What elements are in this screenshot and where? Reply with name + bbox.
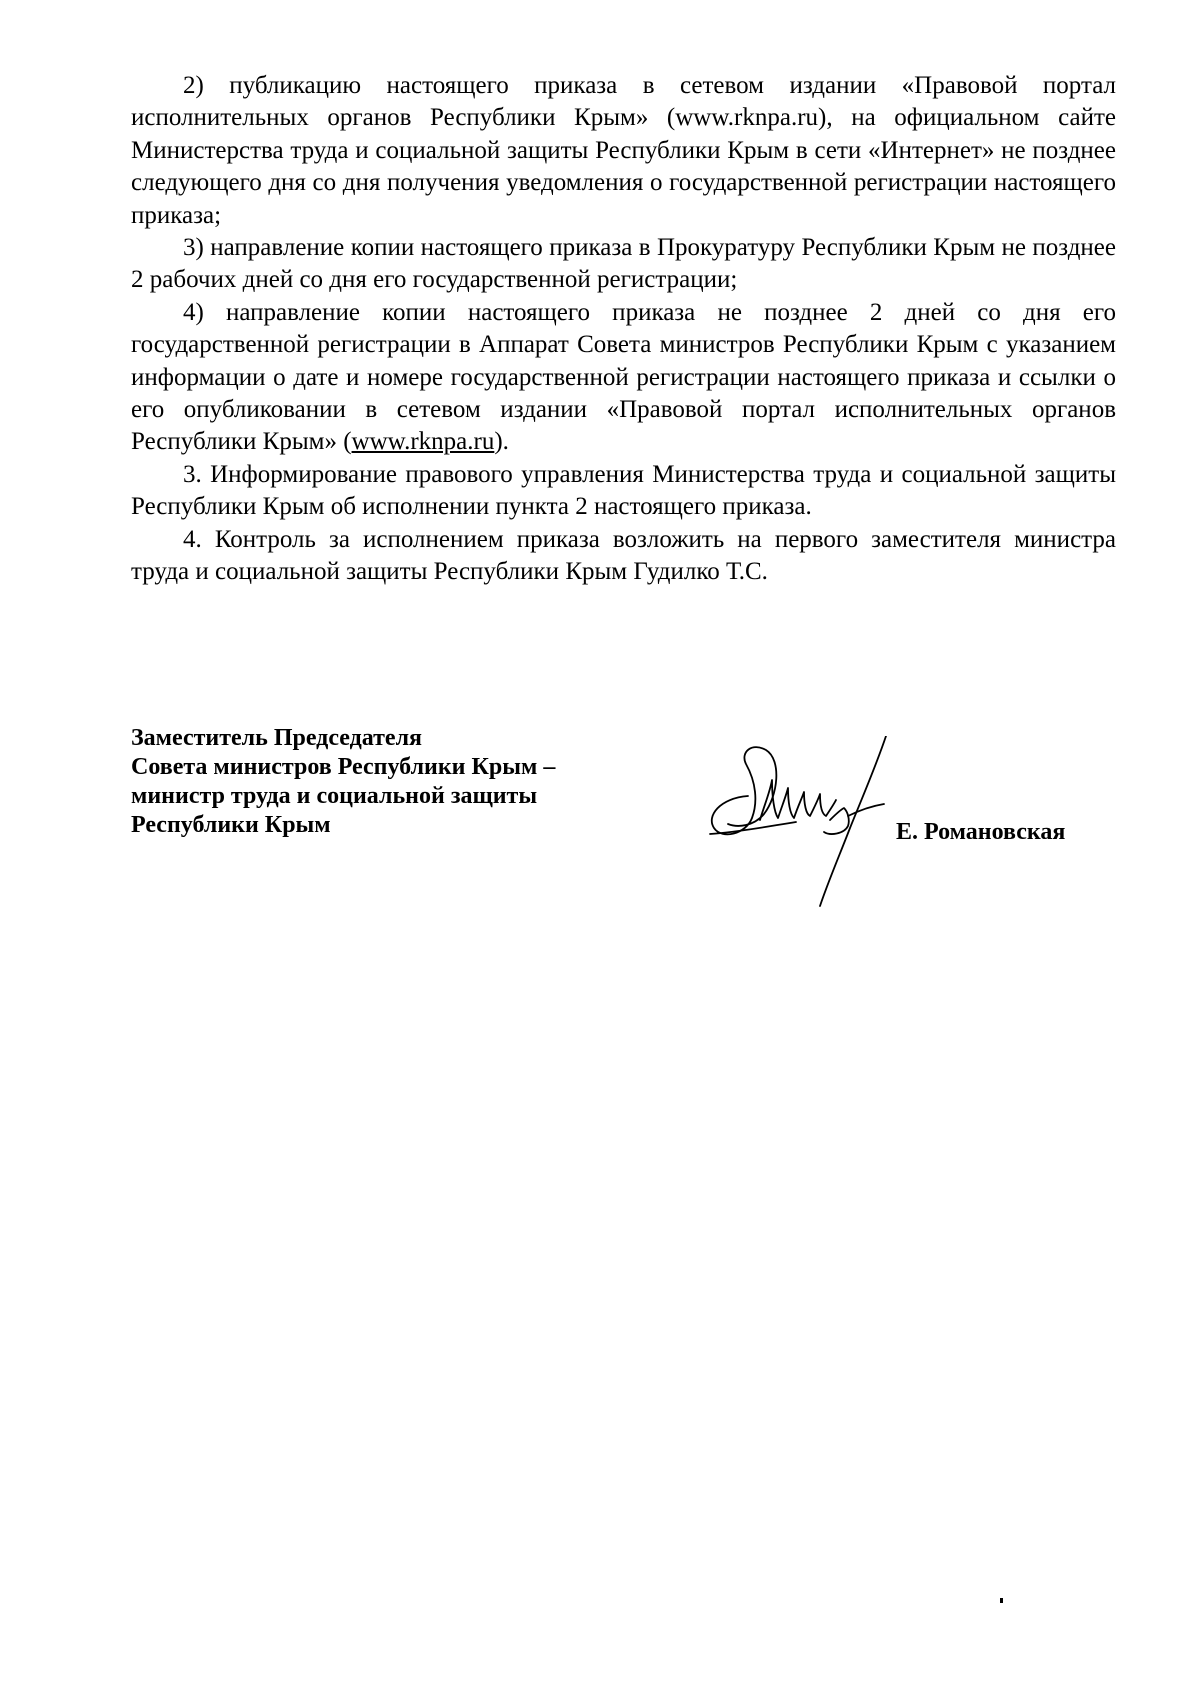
- rknpa-link[interactable]: www.rknpa.ru: [351, 428, 495, 456]
- paragraph-informing: [131, 459, 1116, 524]
- paragraph-text: 3. Информирование правового управления Министерства труда и социальной защиты Республики Крым об исполнении пункта 2 настоящего приказа.: [131, 460, 1116, 521]
- scan-speck: [1000, 1598, 1003, 1603]
- paragraph-text-end: ).: [494, 428, 509, 456]
- paragraph-text: 4. Контроль за исполнением приказа возложить на первого заместителя министра труда и социальной защиты Республики Крым Гудилко Т.С.: [131, 525, 1116, 586]
- paragraph-text: 4) направление копии настоящего приказа не позднее 2 дней со дня его государственной регистрации в Аппарат Совета министров Республики Крым с указанием информации о дате и номере государственной регистрации настоящего приказа и ссылки о его опубликовании в сетевом издании «Правовой портал исполнительных органов Республики Крым» (: [131, 298, 1116, 456]
- signatory-title: [131, 724, 555, 840]
- paragraph-text: 3) направление копии настоящего приказа в Прокуратуру Республики Крым не позднее 2 рабочих дней со дня его государственной регистрации;: [131, 234, 1116, 294]
- paragraph-text: 2) публикацию настоящего приказа в сетевом издании «Правовой портал исполнительных органов Республики Крым» (www.rknpa.ru), на официальном сайте Министерства труда и социальной защиты Республики Крым в сети «Интернет» не позднее следующего дня со дня получения уведомления о государственной регистрации настоящего приказа;: [131, 72, 1116, 229]
- signatory-title-line: Заместитель Председателя: [131, 725, 423, 751]
- document-body: [131, 70, 1116, 589]
- paragraph-publication: [131, 70, 1116, 232]
- signatory-name: Е. Романовская: [896, 819, 1066, 845]
- paragraph-prosecutor-copy: [131, 232, 1116, 297]
- paragraph-control: [131, 524, 1116, 589]
- signatory-title-line: Совета министров Республики Крым –: [131, 754, 556, 780]
- signatory-title-line: министр труда и социальной защиты: [131, 783, 538, 809]
- signatory-title-line: Республики Крым: [131, 812, 331, 838]
- paragraph-council-copy: [131, 297, 1116, 459]
